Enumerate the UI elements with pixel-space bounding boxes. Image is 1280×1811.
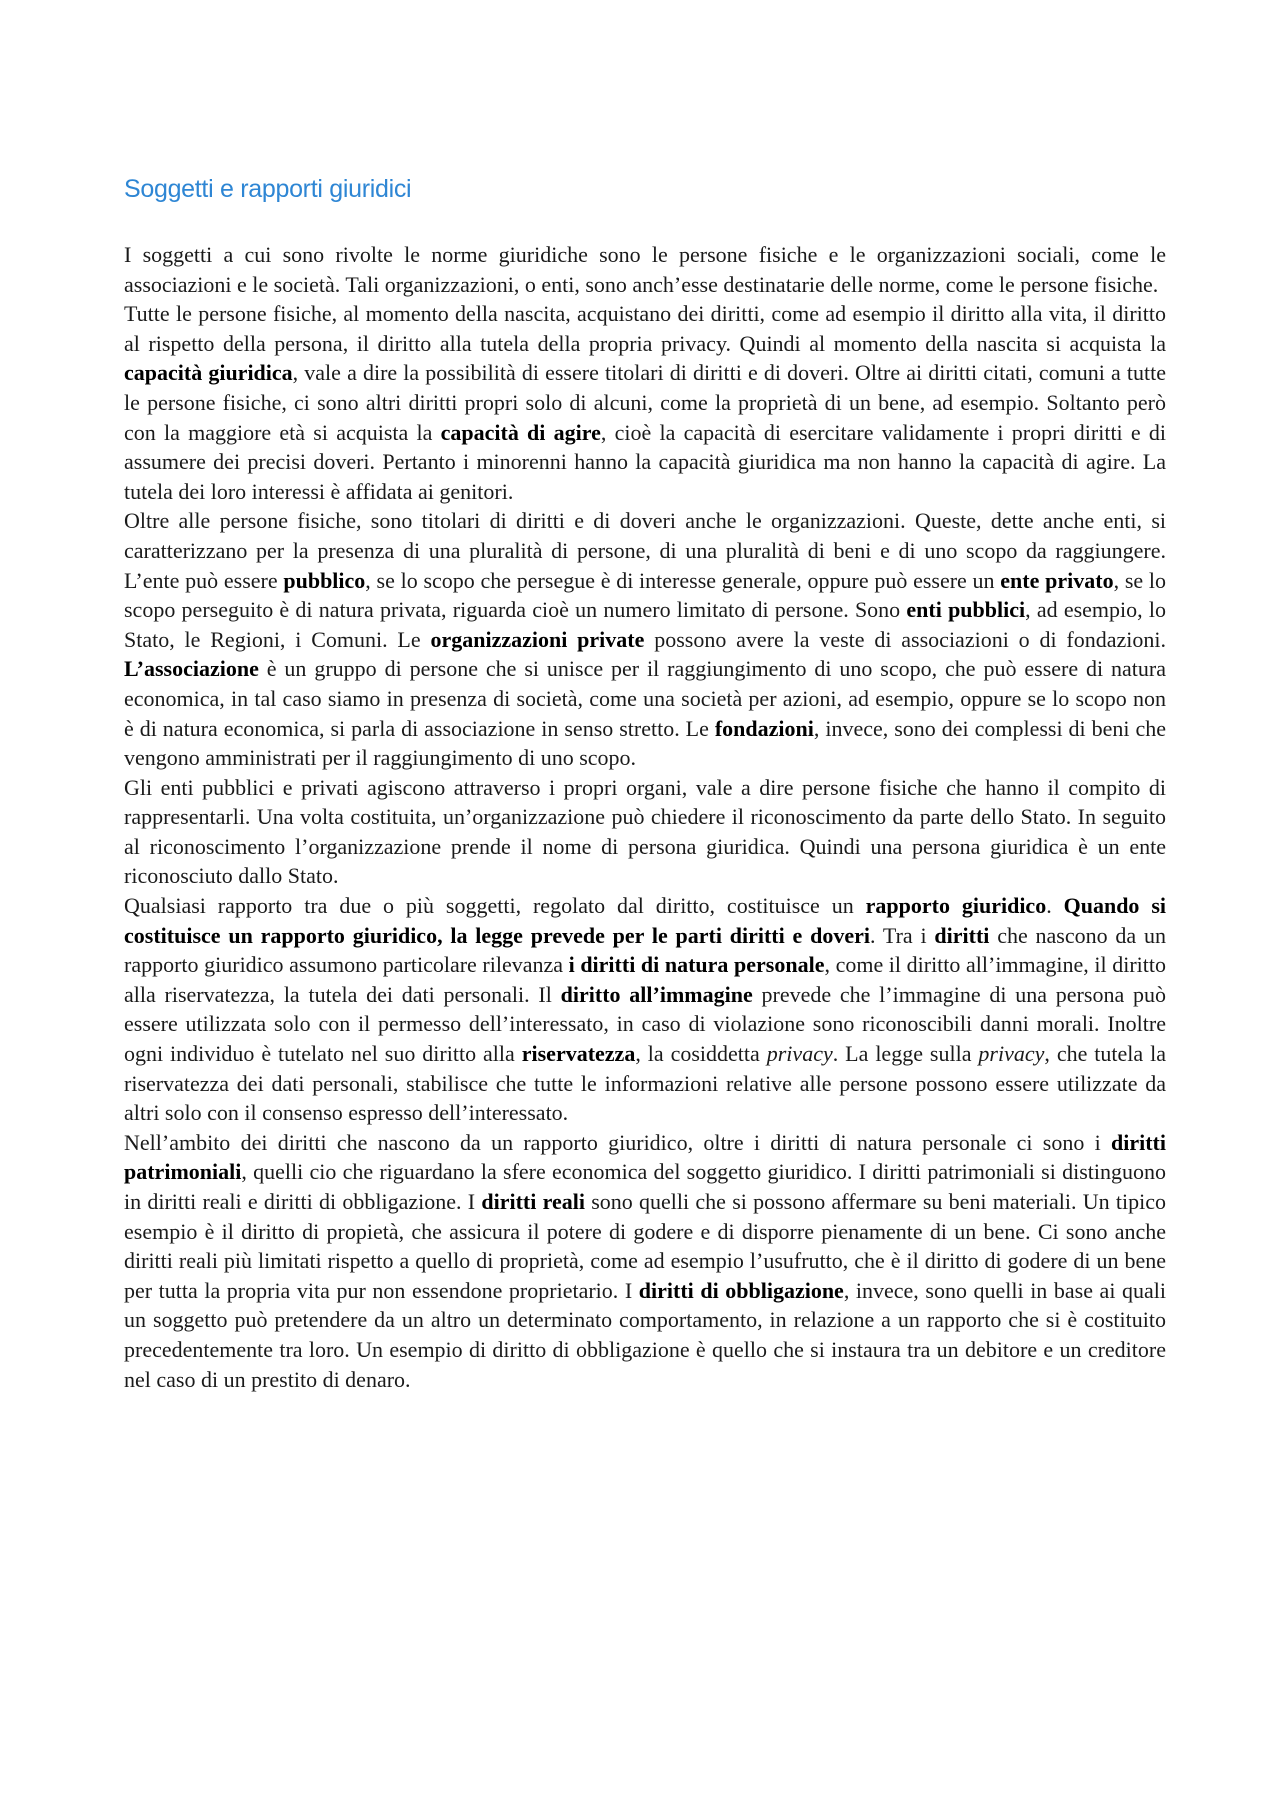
- paragraph-3: Oltre alle persone fisiche, sono titolari di diritti e di doveri anche le organizzazioni. Queste, dette anche enti, si caratterizzano per la presenza di una pluralità di persone, di una pluralità di beni e di uno scopo da raggiungere. L’ente può essere pubblico, se lo scopo che persegue è di interesse generale, oppure può essere un ente privato, se lo scopo perseguito è di natura privata, riguarda cioè un numero limitato di persone. Sono enti pubblici, ad esempio, lo Stato, le Regioni, i Comuni. Le organizzazioni private possono avere la veste di associazioni o di fondazioni. L’associazione è un gruppo di persone che si unisce per il raggiungimento di uno scopo, che può essere di natura economica, in tal caso siamo in presenza di società, come una società per azioni, ad esempio, oppure se lo scopo non è di natura economica, si parla di associazione in senso stretto. Le fondazioni, invece, sono dei complessi di beni che vengono amministrati per il raggiungimento di uno scopo.: [124, 508, 1166, 771]
- term-privacy-2: privacy: [978, 1041, 1045, 1067]
- term-fondazioni: fondazioni: [714, 715, 814, 741]
- term-diritto-immagine: diritto all’immagine: [560, 981, 753, 1007]
- term-capacita-di-agire: capacità di agire: [440, 419, 601, 445]
- term-enti-pubblici: enti pubblici: [906, 597, 1026, 623]
- term-diritti-obbligazione: diritti di obbligazione: [638, 1277, 844, 1303]
- term-privacy: privacy: [766, 1041, 833, 1067]
- statement-diritti-doveri: Quando si costituisce un rapporto giuridico, la legge prevede per le parti diritti e doveri: [124, 893, 1167, 948]
- term-diritti-natura-personale: i diritti di natura personale: [568, 952, 825, 978]
- paragraph-2: Tutte le persone fisiche, al momento della nascita, acquistano dei diritti, come ad esempio il diritto alla vita, il diritto al rispetto della persona, il diritto alla tutela della propria privacy. Quindi al momento della nascita si acquista la capacità giuridica, vale a dire la possibilità di essere titolari di diritti e di doveri. Oltre ai diritti citati, comuni a tutte le persone fisiche, ci sono altri diritti propri solo di alcuni, come la proprietà di un bene, ad esempio. Soltanto però con la maggiore età si acquista la capacità di agire, cioè la capacità di esercitare validamente i propri diritti e di assumere dei precisi doveri. Pertanto i minorenni hanno la capacità giuridica ma non hanno la capacità di agire. La tutela dei loro interessi è affidata ai genitori.: [124, 301, 1166, 504]
- term-organizzazioni-private: organizzazioni private: [430, 626, 645, 652]
- paragraph-4: Gli enti pubblici e privati agiscono attraverso i propri organi, vale a dire persone fisiche che hanno il compito di rappresentarli. Una volta costituita, un’organizzazione può chiedere il riconoscimento da parte dello Stato. In seguito al riconoscimento l’organizzazione prende il nome di persona giuridica. Quindi una persona giuridica è un ente riconosciuto dallo Stato.: [124, 774, 1166, 889]
- document-title: Soggetti e rapporti giuridici: [124, 175, 412, 203]
- paragraph-6: Nell’ambito dei diritti che nascono da un rapporto giuridico, oltre i diritti di natura personale ci sono i diritti patrimoniali, quelli cio che riguardano la sfere economica del soggetto giuridico. I diritti patrimoniali si distinguono in diritti reali e diritti di obbligazione. I diritti reali sono quelli che si possono affermare su beni materiali. Un tipico esempio è il diritto di propietà, che assicura il potere di godere e di disporre pienamente di un bene. Ci sono anche diritti reali più limitati rispetto a quello di proprietà, come ad esempio l’usufrutto, che è il diritto di godere di un bene per tutta la propria vita pur non essendone proprietario. I diritti di obbligazione, invece, sono quelli in base ai quali un soggetto può pretendere da un altro un determinato comportamento, in relazione a un rapporto che si è costituito precedentemente tra loro. Un esempio di diritto di obbligazione è quello che si instaura tra un debitore e un creditore nel caso di un prestito di denaro.: [124, 1129, 1166, 1392]
- term-ente-privato: ente privato: [1000, 567, 1114, 593]
- term-riservatezza: riservatezza: [521, 1041, 636, 1067]
- document-body: [124, 240, 1166, 1394]
- term-diritti-reali: diritti reali: [481, 1189, 585, 1214]
- term-rapporto-giuridico: rapporto giuridico: [865, 893, 1047, 919]
- paragraph-5: Qualsiasi rapporto tra due o più soggetti, regolato dal diritto, costituisce un rapporto giuridico. Quando si costituisce un rapporto giuridico, la legge prevede per le parti diritti e doveri. Tra i diritti che nascono da un rapporto giuridico assumono particolare rilevanza i diritti di natura personale, come il diritto all’immagine, il diritto alla riservatezza, la tutela dei dati personali. Il diritto all’immagine prevede che l’immagine di una persona può essere utilizzata solo con il permesso dell’interessato, in caso di violazione sono riconoscibili danni morali. Inoltre ogni individuo è tutelato nel suo diritto alla riservatezza, la cosiddetta privacy. La legge sulla privacy, che tutela la riservatezza dei dati personali, stabilisce che tutte le informazioni relative alle persone possono essere utilizzate da altri solo con il consenso espresso dell’interessato.: [124, 893, 1167, 1126]
- term-pubblico: pubblico: [283, 567, 366, 593]
- term-diritti-patrimoniali: diritti patrimoniali: [124, 1129, 1166, 1185]
- term-capacita-giuridica: capacità giuridica: [124, 360, 293, 386]
- paragraph-1: I soggetti a cui sono rivolte le norme giuridiche sono le persone fisiche e le organizzazioni sociali, come le associazioni e le società. Tali organizzazioni, o enti, sono anch’esse destinatarie delle norme, come le persone fisiche.: [124, 242, 1166, 297]
- term-associazione: L’associazione: [124, 656, 259, 682]
- term-diritti: diritti: [934, 922, 990, 948]
